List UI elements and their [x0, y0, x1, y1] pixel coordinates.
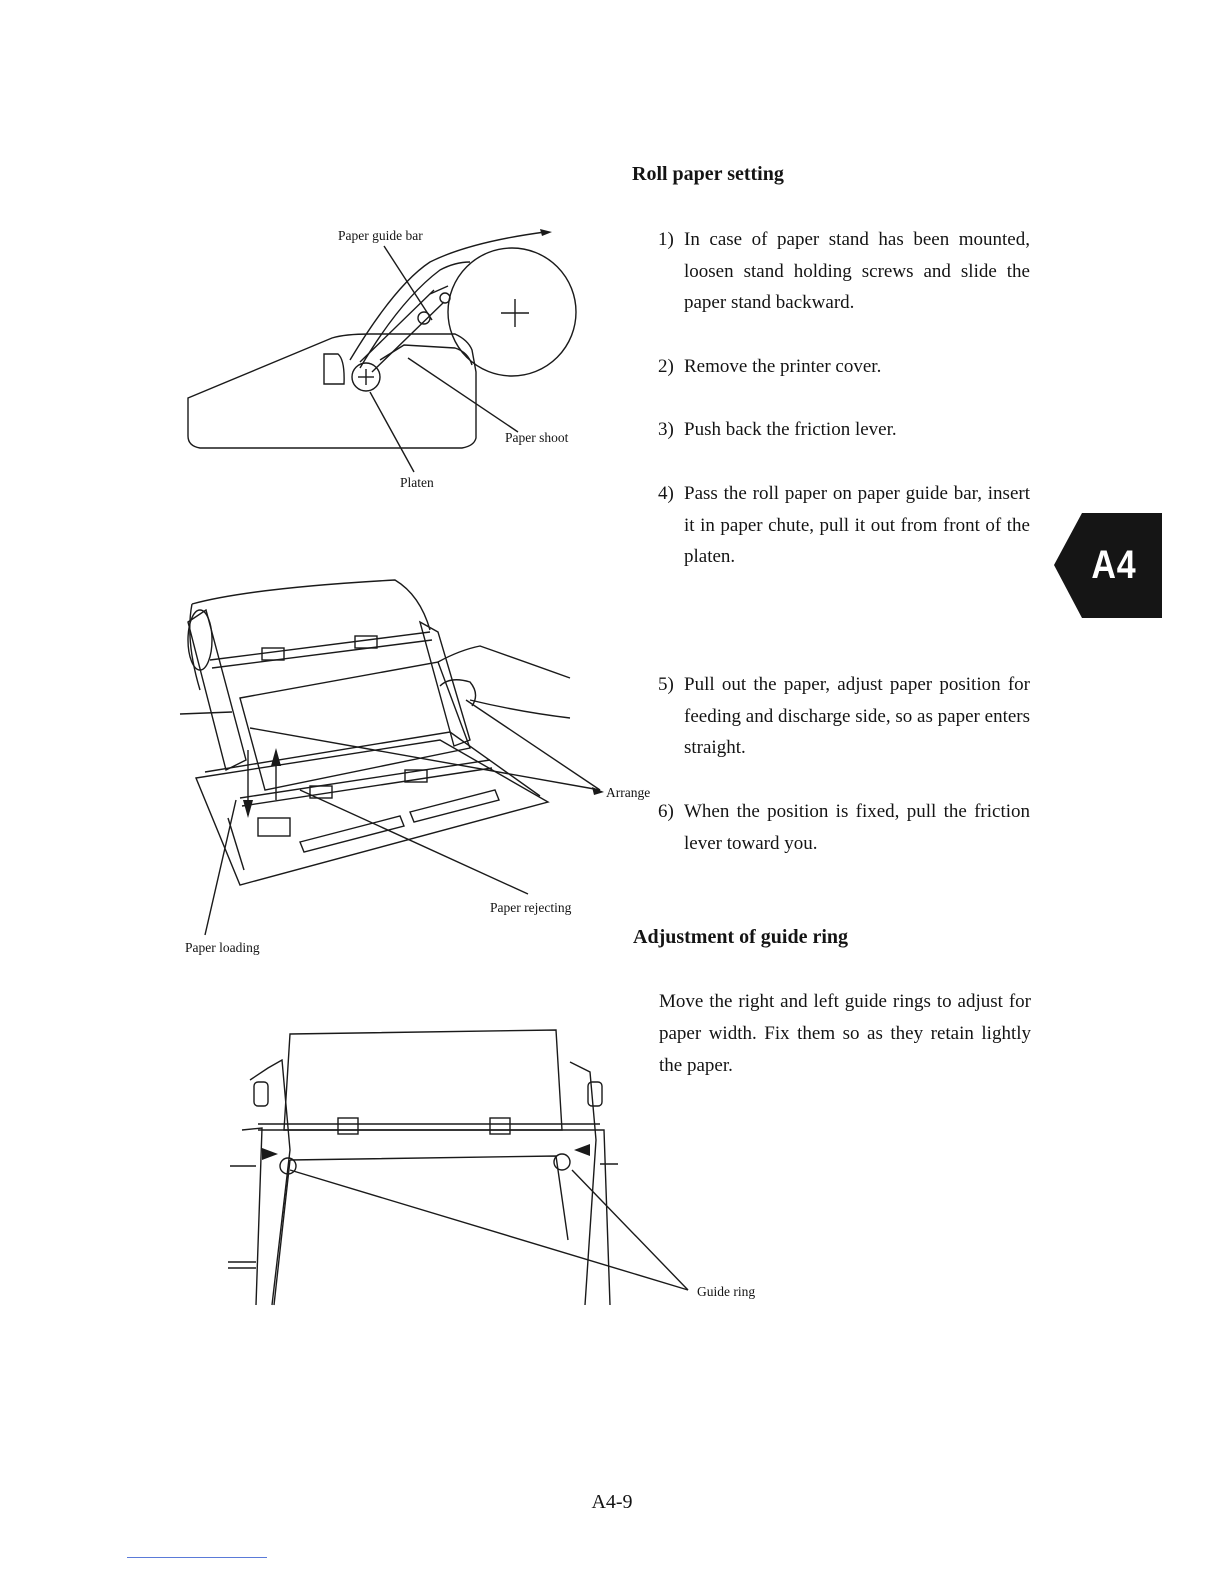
label-paper-rejecting: Paper rejecting: [490, 900, 572, 915]
step-number: 3): [658, 419, 674, 440]
section-heading-guide-ring: Adjustment of guide ring: [633, 926, 849, 948]
step-text: Push back the friction lever.: [684, 419, 897, 440]
step-number: 1): [658, 229, 674, 250]
label-paper-loading: Paper loading: [185, 940, 260, 955]
chapter-tab-label: A4: [1091, 543, 1137, 587]
step-number: 6): [658, 801, 674, 822]
step-text: When the position is fixed, pull the friction lever toward you.: [684, 801, 1030, 854]
label-paper-guide-bar: Paper guide bar: [338, 228, 423, 243]
step-text: In case of paper stand has been mounted, loosen stand holding screws and slide the paper stand backward.: [684, 229, 1030, 313]
step-number: 5): [658, 674, 674, 695]
step-text: Pass the roll paper on paper guide bar, insert it in paper chute, pull it out from front of the platen.: [684, 483, 1030, 567]
label-arrange: Arrange: [606, 785, 651, 800]
page-number: A4-9: [591, 1491, 633, 1513]
step-text: Pull out the paper, adjust paper position for feeding and discharge side, so as paper enters straight.: [684, 674, 1030, 758]
figure-front-view: [226, 1025, 696, 1310]
step-number: 2): [658, 356, 674, 377]
bottom-rule: [127, 1557, 267, 1558]
label-platen: Platen: [400, 475, 434, 490]
figure-perspective-view: [178, 575, 618, 955]
step-3: [658, 414, 1030, 446]
step-5: [658, 669, 1030, 764]
section-heading-roll-paper: Roll paper setting: [632, 163, 784, 185]
step-6: [658, 796, 1030, 859]
label-guide-ring: Guide ring: [697, 1284, 756, 1299]
step-2: [658, 351, 1030, 383]
step-text: Remove the printer cover.: [684, 356, 882, 377]
figure-side-view: [180, 220, 600, 460]
step-number: 4): [658, 483, 674, 504]
guide-ring-paragraph: Move the right and left guide rings to adjust for paper width. Fix them so as they retain lightly the paper.: [659, 991, 1031, 1076]
step-1: [658, 224, 1030, 319]
step-4: [658, 478, 1030, 573]
label-paper-shoot: Paper shoot: [505, 430, 569, 445]
